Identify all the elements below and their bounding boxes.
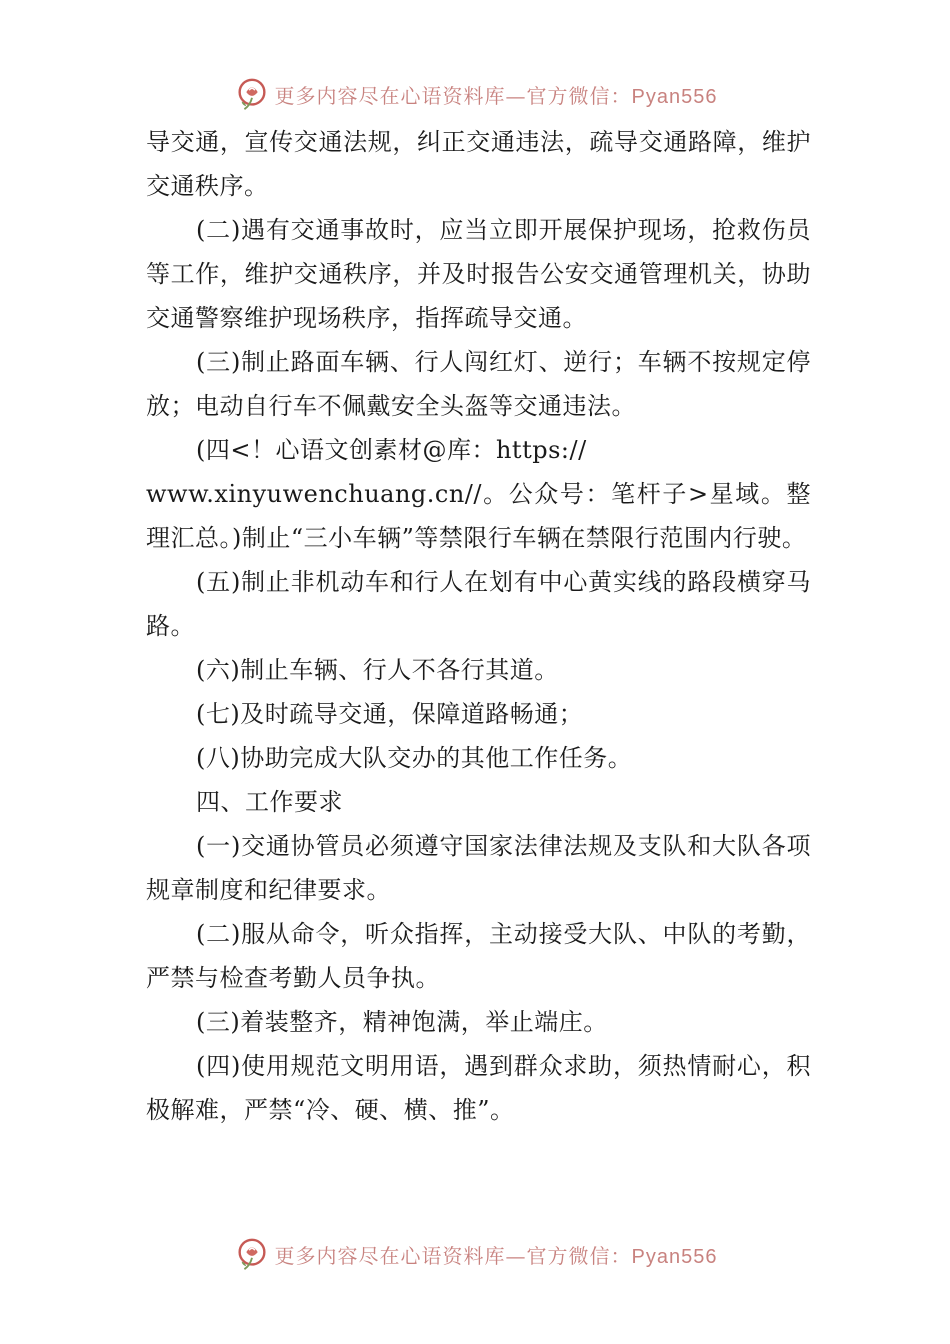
wechat-id: Pyan556 [631, 1245, 718, 1268]
paragraph: 导交通，宣传交通法规，纠正交通违法，疏导交通路障，维护交通秩序。 [146, 128, 811, 200]
section-heading: 四、工作要求 [196, 788, 343, 816]
header-banner [0, 72, 950, 116]
footer-banner [0, 1232, 950, 1276]
paragraph: (二)遇有交通事故时，应当立即开展保护现场，抢救伤员等工作，维护交通秩序，并及时报告公安交通管理机关，协助交通警察维护现场秩序，指挥疏导交通。 [146, 216, 811, 332]
rose-logo-icon [233, 1235, 271, 1273]
rose-logo-icon [233, 75, 271, 113]
paragraph: (五)制止非机动车和行人在划有中心黄实线的路段横穿马路。 [146, 568, 811, 640]
paragraph: (四<！心语文创素材@库：https:// [196, 436, 587, 464]
paragraph: (二)服从命令，听众指挥，主动接受大队、中队的考勤，严禁与检查考勤人员争执。 [146, 920, 811, 992]
paragraph: (六)制止车辆、行人不各行其道。 [196, 656, 559, 684]
paragraph: (八)协助完成大队交办的其他工作任务。 [196, 744, 633, 772]
paragraph: (三)制止路面车辆、行人闯红灯、逆行；车辆不按规定停放；电动自行车不佩戴安全头盔等交通违法。 [146, 348, 811, 420]
paragraph: www.xinyuwenchuang.cn//。公众号：笔杆子>星域。整理汇总。)制止“三小车辆”等禁限行车辆在禁限行范围内行驶。 [146, 480, 811, 552]
paragraph: (七)及时疏导交通，保障道路畅通； [196, 700, 584, 728]
banner-text: 更多内容尽在心语资料库—官方微信：Pyan556 [274, 83, 718, 108]
paragraph: (三)着装整齐，精神饱满，举止端庄。 [196, 1008, 608, 1036]
wechat-id: Pyan556 [631, 85, 718, 108]
paragraph: (一)交通协管员必须遵守国家法律法规及支队和大队各项规章制度和纪律要求。 [146, 832, 811, 904]
document-body [146, 120, 811, 1132]
paragraph: (四)使用规范文明用语，遇到群众求助，须热情耐心，积极解难，严禁“冷、硬、横、推”。 [146, 1052, 811, 1124]
banner-text: 更多内容尽在心语资料库—官方微信：Pyan556 [274, 1243, 718, 1268]
